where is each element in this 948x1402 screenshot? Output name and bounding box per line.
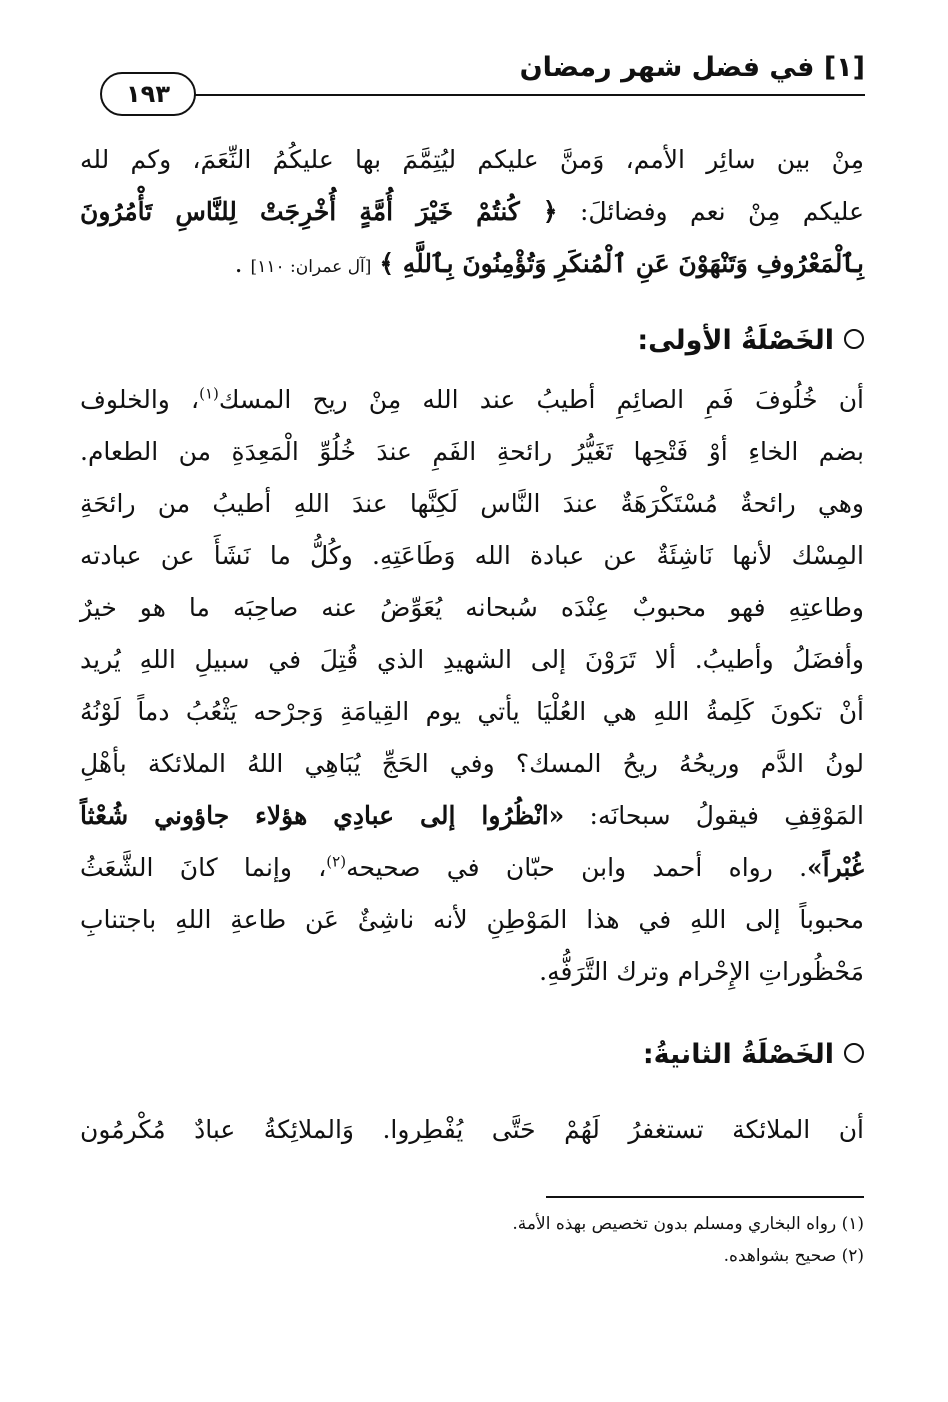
text-line: مَحْظُوراتِ الإِحْرام وترك التَّرَفُّهِ. <box>539 957 864 986</box>
running-title: [١] في فضل شهر رمضان <box>519 52 865 83</box>
footnote: (١) رواه البخاري ومسلم بدون تخصيص بهذه الأمة. <box>512 1213 864 1234</box>
text-line: بضم الخاءِ أوْ فَتْحِها تَغَيُّرُ رائحةِ الفَمِ عندَ خُلُوِّ الْمَعِدَةِ من الطعام. <box>80 437 864 466</box>
text-segment: عليكم مِنْ نعم وفضائلَ: <box>579 197 864 226</box>
quran-verse-part1: ﴿ كُنتُمْ خَيْرَ أُمَّةٍ أُخْرِجَتْ لِلنَّاسِ تَأْمُرُونَ <box>80 197 558 226</box>
text-segment: ، والخلوف <box>80 385 200 414</box>
text-line: مِنْ بين سائِر الأمم، وَمنَّ عليكم ليُتِمَّمَ بها عليكُمُ النِّعَمَ، وكم لله <box>80 145 864 174</box>
heading-text: الخَصْلَةُ الثانيةُ: <box>642 1039 834 1070</box>
heading-text: الخَصْلَةُ الأولى: <box>637 325 834 356</box>
text-line <box>80 790 864 842</box>
text-line: وأفضَلُ وأطيبُ. ألا تَرَوْنَ إلى الشهيدِ الذي قُتِلَ في سبيلِ اللهِ يُريد <box>80 645 864 674</box>
text-line: وطاعتِهِ فهو محبوبٌ عِنْدَه سُبحانه يُعَوِّضُ عنه صاحِبَه ما هو خيرٌ <box>80 593 864 622</box>
circle-bullet-icon <box>844 1043 864 1063</box>
section-heading-first <box>80 318 864 364</box>
footnote-rule <box>546 1196 864 1198</box>
hadith-quote: غُبْراً» <box>807 853 864 882</box>
text-line: أنْ تكونَ كَلِمةُ اللهِ هي العُلْيَا يأتي يوم القِيامَةِ وَجرْحه يَثْعُبُ دماً لَوْنُهُ <box>80 697 864 726</box>
hadith-quote: «انْظُرُوا إلى عبادِي هؤلاء جاؤوني شُعْثاً <box>80 801 565 830</box>
text-line: أن الملائكة تستغفرُ لَهُمْ حَتَّى يُفْطِروا. وَالملائِكةُ عبادٌ مُكْرمُون <box>80 1115 864 1144</box>
text-line: بِٱلْمَعْرُوفِ وَتَنْهَوْنَ عَنِ ٱلْمُنكَرِ وَتُؤْمِنُونَ بِٱللَّهِ ﴾ [آل عمران: ١١٠] . <box>234 249 864 278</box>
text-segment: أن خُلُوفَ فَمِ الصائِمِ أطيبُ عند الله مِنْ ريح المسك <box>218 385 865 414</box>
quran-verse-part2: بِٱلْمَعْرُوفِ وَتَنْهَوْنَ عَنِ ٱلْمُنكَرِ وَتُؤْمِنُونَ بِٱللَّهِ ﴾ <box>379 249 864 278</box>
text-line: المِسْك لأنها نَاشِئَةٌ عن عبادة الله وَطَاعَتِهِ. وكُلُّ ما نَشَأَ عن عبادته <box>80 541 864 570</box>
footnotes <box>80 1196 864 1272</box>
page-number: ١٩٣ <box>100 72 196 116</box>
section-heading-second <box>80 1032 864 1078</box>
footnote-marker: (٢) <box>326 852 347 871</box>
text-segment: رواه أحمد وابن حبّان في صحيحه <box>346 853 773 882</box>
text-segment: ، وإنما كانَ الشَّعَثُ <box>80 853 327 882</box>
text-line <box>80 186 864 238</box>
footnote-marker: (١) <box>199 384 219 403</box>
text-line: غُبْراً». رواه أحمد وابن حبّان في صحيحه$^{(٢)}$، وإنما كانَ الشَّعَثُ <box>80 852 864 882</box>
verse-reference: [آل عمران: ١١٠] <box>250 257 372 277</box>
footnote: (٢) صحيح بشواهده. <box>723 1245 864 1266</box>
circle-bullet-icon <box>844 329 864 349</box>
text-line <box>80 374 864 426</box>
text-line: لونُ الدَّم وريحُهُ ريحُ المسك؟ وفي الحَجِّ يُبَاهِي اللهُ الملائكة بأهْلِ <box>80 749 864 778</box>
text-line: وهي رائحةٌ مُسْتَكْرَهَةٌ عندَ النَّاس لَكِنَّها عندَ اللهِ أطيبُ من رائحَةِ <box>80 489 864 518</box>
text-line: محبوباً إلى اللهِ في هذا المَوْطِنِ لأنه ناشِئٌ عَن طاعةِ اللهِ باجتنابِ <box>80 905 864 934</box>
page-body <box>80 134 864 1156</box>
text-segment: المَوْقِفِ فيقولُ سبحانَه: <box>589 801 864 830</box>
header-rule <box>165 94 865 96</box>
page-header <box>100 52 865 112</box>
